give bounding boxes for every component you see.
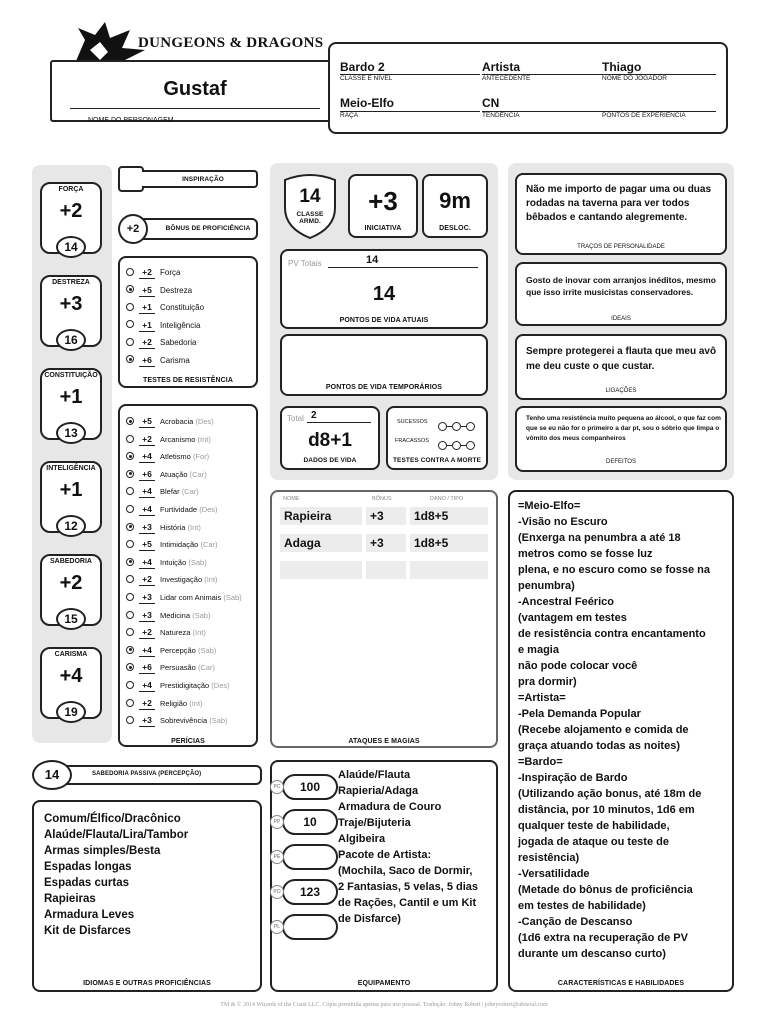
traits-text: Não me importo de pagar uma ou duas rodadas na taverna para ver todos bêbados e cantando alegremente.: [526, 184, 712, 223]
field-class[interactable]: Bardo 2 CLASSE E NÍVEL: [340, 60, 480, 82]
skill-attribute: (Sab): [192, 610, 211, 620]
feature-line: (Metade do bônus de proficiência: [518, 884, 693, 896]
skill-value: +4: [139, 451, 155, 463]
saving-throw-name: Inteligência: [160, 320, 201, 330]
ability-1[interactable]: [40, 275, 102, 355]
saving-throw-name: Constituição: [160, 303, 205, 312]
equipment-line: Traje/Bijuteria: [338, 817, 411, 829]
skill-attribute: (Int): [187, 522, 201, 532]
skill-value: +5: [139, 416, 155, 428]
ability-score: 13: [56, 422, 86, 444]
saving-throw-name: Destreza: [160, 285, 193, 295]
passive-wisdom[interactable]: [32, 760, 262, 790]
skill-attribute: (Int): [189, 698, 203, 708]
coin-value[interactable]: 10: [282, 809, 338, 835]
death-save-circle-icon[interactable]: [452, 441, 461, 450]
death-save-circle-icon[interactable]: [466, 422, 475, 431]
ability-name: CONSTITUIÇÃO: [44, 372, 98, 379]
inspiration[interactable]: [118, 166, 258, 192]
death-saves-label: TESTES CONTRA A MORTE: [392, 457, 482, 464]
skill-name: Investigação: [160, 575, 203, 585]
skill-attribute: (Car): [189, 469, 207, 479]
death-save-circle-icon[interactable]: [452, 422, 461, 431]
ideals-label: IDEAIS: [611, 316, 631, 322]
feature-line: jogada de ataque ou teste de: [518, 836, 669, 848]
proficiency-dot-icon[interactable]: [126, 355, 134, 363]
saving-throw-value: +1: [139, 320, 155, 332]
saving-throw-row[interactable]: [126, 317, 200, 334]
skill-name: Blefar: [160, 487, 180, 497]
saving-throw-name: Sabedoria: [160, 338, 197, 347]
skill-row[interactable]: [126, 607, 210, 624]
traits-label: TRAÇOS DE PERSONALIDADE: [577, 244, 665, 250]
skill-name: Religião: [160, 698, 188, 708]
skill-row[interactable]: [126, 431, 211, 448]
feature-line: (Recebe alojamento e comida de: [518, 724, 689, 736]
saving-throw-row[interactable]: [126, 334, 196, 351]
proficiency-line: Alaúde/Flauta/Lira/Tambor: [44, 829, 189, 841]
character-name[interactable]: Gustaf: [163, 78, 227, 100]
proficiency-dot-icon[interactable]: [126, 452, 134, 460]
skill-attribute: (Sab): [209, 716, 228, 726]
coin-label: PE: [270, 850, 284, 864]
passive-wisdom-value: 14: [32, 760, 72, 790]
ability-4[interactable]: [40, 554, 102, 634]
proficiency-dot-icon[interactable]: [126, 523, 134, 531]
skill-row[interactable]: [126, 589, 242, 606]
skill-name: Furtividade: [160, 505, 198, 514]
ability-2[interactable]: [40, 368, 102, 448]
field-background[interactable]: Artista ANTECEDENTE: [482, 60, 602, 82]
feature-line: -Inspiração de Bardo: [518, 772, 628, 784]
feature-line: -Visão no Escuro: [518, 516, 608, 528]
skill-attribute: (Car): [200, 540, 218, 550]
death-failures-label: FRACASSOS: [395, 438, 429, 444]
inspiration-label: INSPIRAÇÃO: [182, 176, 224, 183]
equipment-line: Armadura de Couro: [338, 801, 442, 813]
ability-modifier: +4: [59, 665, 83, 687]
skill-name: Natureza: [160, 628, 191, 638]
feature-line: durante um descanso curto): [518, 948, 666, 960]
ability-modifier: +2: [59, 200, 83, 222]
equipment-label: EQUIPAMENTO: [357, 980, 411, 987]
armor-class-label: CLASSE ARMD.: [296, 211, 324, 225]
death-save-circle-icon[interactable]: [438, 441, 447, 450]
ability-score: 14: [56, 236, 86, 258]
proficiency-dot-icon[interactable]: [126, 628, 134, 636]
attack-bonus[interactable]: +3: [366, 534, 406, 552]
proficiency-dot-icon[interactable]: [126, 268, 134, 276]
footer-copyright: TM & © 2014 Wizards of the Coast LLC. Cópia permitida apenas para uso pessoal. Tradução: Johny Robert | johnyrobert@ubisoul.com: [220, 1002, 548, 1008]
skill-value: +2: [139, 698, 155, 710]
skill-name: Sobrevivência: [160, 716, 208, 726]
skill-value: +6: [139, 662, 155, 674]
skill-name: Acrobacia: [160, 417, 194, 426]
equipment-line: Algibeira: [338, 833, 386, 845]
equipment-line: 2 Fantasias, 5 velas, 5 dias: [338, 881, 479, 893]
skill-row[interactable]: [126, 536, 218, 553]
proficiency-dot-icon[interactable]: [126, 646, 134, 654]
initiative-label: INICIATIVA: [364, 225, 402, 232]
proficiency-line: Espadas longas: [44, 861, 132, 873]
feature-line: (vantagem em testes: [518, 612, 627, 624]
saving-throws-title: TESTES DE RESISTÊNCIA: [142, 377, 233, 384]
saving-throw-name: Carisma: [160, 355, 190, 365]
saving-throw-name: Força: [160, 268, 181, 277]
skill-value: +4: [139, 486, 155, 498]
attack-name[interactable]: [280, 561, 362, 579]
ability-name: CARISMA: [54, 651, 88, 658]
skill-row[interactable]: [126, 483, 199, 500]
skill-row[interactable]: [126, 466, 207, 483]
skill-value: +2: [139, 574, 155, 586]
proficiency-dot-icon[interactable]: [126, 575, 134, 583]
ability-score: 16: [56, 329, 86, 351]
skill-attribute: (Car): [197, 663, 216, 673]
skill-value: +2: [139, 434, 155, 446]
skill-row[interactable]: [126, 519, 201, 536]
proficiency-line: Kit de Disfarces: [44, 925, 131, 937]
skill-attribute: (Des): [211, 681, 230, 690]
equipment-line: Pacote de Artista:: [338, 849, 432, 861]
hit-dice-label: DADOS DE VIDA: [303, 457, 357, 464]
ability-score: 15: [56, 608, 86, 630]
feature-line: plena, e no escuro como se fosse na: [518, 564, 710, 576]
proficiency-dot-icon[interactable]: [126, 611, 134, 619]
proficiency-dot-icon[interactable]: [126, 716, 134, 724]
skill-row[interactable]: [126, 695, 203, 712]
saving-throw-row[interactable]: [126, 299, 204, 316]
passive-wisdom-label: SABEDORIA PASSIVA (PERCEPÇÃO): [92, 771, 202, 777]
feature-line: não pode colocar você: [518, 660, 638, 672]
skill-attribute: (Sab): [223, 593, 242, 602]
feature-line: (Utilizando ação bonus, até 18m de: [518, 788, 702, 800]
initiative-value: +3: [368, 186, 398, 216]
saving-throw-value: +6: [139, 355, 155, 367]
proficiency-dot-icon[interactable]: [126, 540, 134, 548]
field-alignment[interactable]: CN TENDÊNCIA: [482, 96, 602, 119]
skill-value: +5: [139, 539, 155, 551]
hp-current-label: PONTOS DE VIDA ATUAIS: [339, 317, 429, 324]
speed-value: 9m: [439, 188, 471, 213]
skill-name: Medicina: [160, 610, 191, 620]
feature-line: e magia: [518, 644, 559, 656]
features-label: CARACTERÍSTICAS E HABILIDADES: [557, 980, 685, 987]
skill-attribute: (Des): [195, 417, 214, 426]
skill-value: +3: [139, 610, 155, 622]
skill-value: +3: [139, 592, 155, 604]
skill-name: Intuição: [160, 557, 187, 567]
hp-max-value: 14: [366, 254, 379, 266]
death-successes-label: SUCESSOS: [397, 419, 428, 425]
coin-label: PL: [270, 920, 284, 934]
skill-attribute: (Int): [192, 628, 206, 638]
feature-line: distância, por 10 minutos, 1d6 em: [518, 804, 695, 816]
feature-line: -Canção de Descanso: [518, 916, 633, 928]
ability-3[interactable]: [40, 461, 102, 541]
feature-line: (1d6 extra na recuperação de PV: [518, 932, 688, 944]
ability-modifier: +3: [59, 293, 83, 315]
skill-row[interactable]: [126, 624, 206, 641]
saving-throw-value: +5: [139, 285, 155, 297]
proficiency-dot-icon[interactable]: [126, 699, 134, 707]
armor-class-value[interactable]: 14: [299, 186, 321, 207]
coin-label: PC: [270, 780, 284, 794]
skills-title: PERÍCIAS: [171, 738, 205, 745]
hp-temp-label: PONTOS DE VIDA TEMPORÁRIOS: [325, 384, 443, 391]
ability-name: FORÇA: [58, 186, 84, 193]
skill-row[interactable]: [126, 448, 209, 465]
skill-row[interactable]: [126, 554, 207, 571]
coin-value[interactable]: [282, 844, 338, 870]
saving-throw-value: +2: [139, 337, 155, 349]
proficiency-dot-icon[interactable]: [126, 505, 134, 513]
proficiency-dot-icon[interactable]: [126, 320, 134, 328]
skill-row[interactable]: [126, 712, 228, 729]
skill-attribute: (Des): [199, 505, 218, 514]
hp-max-label: PV Totais: [288, 259, 322, 268]
skill-attribute: (Sab): [197, 645, 217, 655]
feature-line: (Enxerga na penumbra a até 18: [518, 532, 681, 544]
bonds-label: LIGAÇÕES: [605, 388, 637, 394]
skill-value: +4: [139, 645, 155, 657]
skill-row[interactable]: [126, 571, 218, 588]
equipment-line: Alaúde/Flauta: [338, 769, 411, 781]
proficiency-line: Armas simples/Besta: [44, 845, 161, 857]
ideals-text: Gosto de inovar com arranjos inéditos, mesmo que isso irrite musicistas conservadores.: [526, 275, 716, 297]
feature-line: =Artista=: [518, 692, 566, 704]
ability-name: DESTREZA: [52, 279, 90, 286]
skill-name: Percepção: [160, 645, 196, 655]
coin-label: PO: [270, 885, 284, 899]
coin-value[interactable]: 123: [282, 879, 338, 905]
feature-line: em testes de habilidade): [518, 900, 646, 912]
proficiency-dot-icon[interactable]: [126, 593, 134, 601]
ability-0[interactable]: [40, 182, 102, 262]
proficiency-value: +2: [118, 214, 148, 244]
field-player[interactable]: Thiago NOME DO JOGADOR: [602, 60, 716, 82]
skill-name: História: [160, 522, 186, 532]
logo-text: DUNGEONS & DRAGONS: [138, 35, 324, 51]
skill-row[interactable]: [126, 659, 215, 676]
field-xp[interactable]: PONTOS DE EXPERIÊNCIA: [602, 96, 716, 119]
feature-line: =Meio-Elfo=: [518, 500, 581, 512]
skill-name: Atletismo: [160, 452, 191, 462]
feature-line: metros como se fosse luz: [518, 548, 653, 560]
skill-row[interactable]: [126, 501, 218, 518]
flaws-label: DEFEITOS: [606, 459, 636, 465]
proficiency-line: Espadas curtas: [44, 877, 130, 889]
proficiency-dot-icon[interactable]: [126, 558, 134, 566]
feature-line: -Versatilidade: [518, 868, 590, 880]
coin-label: PP: [270, 815, 284, 829]
feature-line: resistência): [518, 852, 580, 864]
coin-value[interactable]: 100: [282, 774, 338, 800]
ability-score: 19: [56, 701, 86, 723]
skill-value: +4: [139, 680, 155, 692]
saving-throw-row[interactable]: [126, 264, 180, 281]
skill-value: +6: [139, 469, 155, 481]
attack-damage[interactable]: 1d8+5: [410, 534, 488, 552]
attacks-label: ATAQUES E MAGIAS: [348, 738, 420, 745]
skill-attribute: (For): [192, 452, 210, 462]
skill-attribute: (Sab): [188, 557, 207, 567]
equipment-line: Rapieria/Adaga: [338, 785, 419, 797]
ability-modifier: +1: [59, 479, 83, 501]
feature-line: qualquer teste de habilidade,: [518, 820, 670, 832]
proficiency-dot-icon[interactable]: [126, 417, 134, 425]
attack-damage[interactable]: 1d8+5: [410, 507, 488, 525]
skill-attribute: (Int): [204, 575, 218, 585]
proficiency-bonus[interactable]: [118, 214, 258, 244]
proficiency-dot-icon[interactable]: [126, 470, 134, 478]
feature-line: graça atuando todas as noites): [518, 740, 680, 752]
ability-score: 12: [56, 515, 86, 537]
equipment-line: de Disfarce): [338, 913, 401, 925]
equipment-line: de Rações, Cantil e um Kit: [338, 897, 477, 909]
flaws-text: Tenho uma resistência muito pequena ao álcool, o que faz com que se eu não for o primeiro a dar pt, sou o sóbrio que limpa o vômito dos meus companheiros: [526, 415, 721, 442]
proficiency-label: BÔNUS DE PROFICIÊNCIA: [165, 225, 251, 232]
ability-name: SABEDORIA: [49, 558, 92, 565]
skill-value: +3: [139, 715, 155, 727]
skill-value: +4: [139, 504, 155, 516]
proficiency-line: Rapieiras: [44, 893, 96, 905]
saving-throw-row[interactable]: [126, 352, 190, 369]
field-race[interactable]: Meio-Elfo RAÇA: [340, 96, 480, 119]
skill-name: Intimidação: [160, 540, 199, 550]
skill-name: Atuação: [160, 469, 188, 479]
skill-row[interactable]: [126, 413, 214, 430]
feature-line: pra dormir): [518, 676, 577, 688]
skill-name: Persuasão: [160, 663, 196, 673]
attack-bonus[interactable]: [366, 561, 406, 579]
coin-value[interactable]: [282, 914, 338, 940]
attack-name[interactable]: Rapieira: [280, 507, 362, 525]
attacks-header-damage: DANO / TIPO: [430, 496, 464, 502]
attack-damage[interactable]: [410, 561, 488, 579]
bonds-text: Sempre protegerei a flauta que meu avô me deu custe o que custar.: [526, 346, 717, 372]
header: [30, 20, 730, 140]
hit-dice-total-label: Total: [287, 414, 304, 423]
hit-dice-value: d8+1: [308, 430, 352, 451]
skill-value: +2: [139, 627, 155, 639]
proficiency-dot-icon[interactable]: [126, 285, 134, 293]
feature-line: =Bardo=: [518, 756, 563, 768]
attack-name[interactable]: Adaga: [280, 534, 362, 552]
death-save-circle-icon[interactable]: [466, 441, 475, 450]
proficiency-dot-icon[interactable]: [126, 681, 134, 689]
attacks-box: [270, 490, 498, 748]
hp-current-value: 14: [372, 283, 396, 305]
proficiencies-label: IDIOMAS E OUTRAS PROFICIÊNCIAS: [83, 980, 211, 987]
attack-bonus[interactable]: +3: [366, 507, 406, 525]
proficiency-line: Comum/Élfico/Dracônico: [44, 813, 181, 825]
equipment-line: (Mochila, Saco de Dormir,: [338, 865, 473, 877]
proficiency-dot-icon[interactable]: [126, 303, 134, 311]
skill-row[interactable]: [126, 642, 216, 659]
proficiency-dot-icon[interactable]: [126, 435, 134, 443]
ability-modifier: +2: [59, 572, 83, 594]
skill-value: +4: [139, 557, 155, 569]
hit-dice-total-value: 2: [311, 410, 317, 421]
attacks-header-bonus: BÔNUS: [372, 496, 392, 502]
skill-value: +3: [139, 522, 155, 534]
info-grid: [340, 60, 720, 130]
death-save-circle-icon[interactable]: [438, 422, 447, 431]
saving-throw-value: +2: [139, 267, 155, 279]
skill-name: Lidar com Animais: [160, 593, 222, 602]
saving-throw-row[interactable]: [126, 282, 192, 299]
speed-label: DESLOC.: [439, 225, 471, 232]
feature-line: -Pela Demanda Popular: [518, 708, 641, 720]
skill-row[interactable]: [126, 677, 230, 694]
attacks-header-name: NOME: [283, 496, 300, 502]
skill-attribute: (Int): [197, 434, 211, 444]
proficiency-line: Armadura Leves: [44, 909, 135, 921]
ability-5[interactable]: [40, 647, 102, 727]
proficiency-dot-icon[interactable]: [126, 487, 134, 495]
proficiency-dot-icon[interactable]: [126, 338, 134, 346]
skill-attribute: (Car): [181, 487, 199, 497]
skill-name: Arcanismo: [160, 434, 196, 444]
feature-line: de resistência contra encantamento: [518, 628, 706, 640]
skill-name: Prestidigitação: [160, 681, 210, 690]
ability-modifier: +1: [59, 386, 83, 408]
saving-throw-value: +1: [139, 302, 155, 314]
character-name-label: NOME DO PERSONAGEM: [88, 117, 174, 124]
proficiency-dot-icon[interactable]: [126, 663, 134, 671]
ability-name: INTELIGÊNCIA: [46, 465, 96, 472]
feature-line: -Ancestral Feérico: [518, 596, 614, 608]
feature-line: penumbra): [518, 580, 575, 592]
